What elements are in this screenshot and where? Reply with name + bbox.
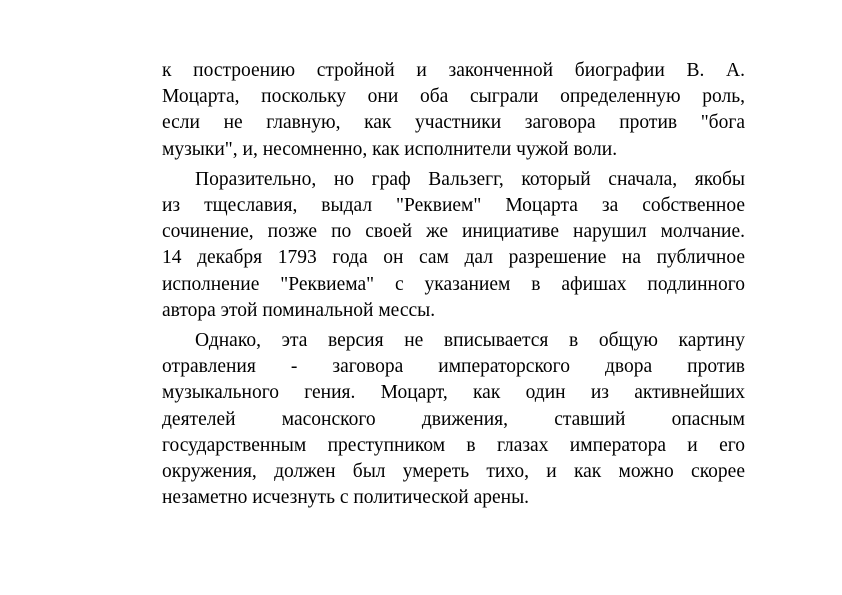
text-line: к построению стройной и законченной биографии В. А.: [162, 60, 745, 81]
paragraph-continuation: [162, 58, 745, 163]
text-line: Однако, эта версия не вписывается в общую картину: [195, 330, 745, 352]
text-line: окружения, должен был умереть тихо, и как можно скорее: [162, 461, 745, 483]
text-line: отравления - заговора императорского двора против: [162, 356, 745, 378]
body-text: [162, 58, 745, 515]
text-line: государственным преступником в глазах императора и его: [162, 434, 745, 456]
text-line: сочинение, позже по своей же инициативе нарушил молчание.: [162, 221, 745, 243]
text-line: исполнение "Реквиема" с указанием в афишах подлинного: [162, 273, 745, 295]
text-line: 14 декабря 1793 года он сам дал разрешение на публичное: [162, 247, 745, 269]
text-line: деятелей масонского движения, ставший опасным: [162, 408, 745, 430]
text-line: Моцарта, поскольку они оба сыграли определенную роль,: [162, 86, 745, 108]
text-line: музыкального гения. Моцарт, как один из активнейших: [162, 382, 745, 404]
paragraph-requiem-authorship: [162, 167, 745, 324]
text-line: из тщеславия, выдал "Реквием" Моцарта за собственное: [162, 195, 745, 217]
text-line: музыки", и, несомненно, как исполнители чужой воли.: [162, 138, 618, 160]
text-line: если не главную, как участники заговора против "бога: [162, 112, 745, 134]
paragraph-conspiracy-version: [162, 328, 745, 511]
text-line: Поразительно, но граф Вальзегг, который сначала, якобы: [195, 168, 745, 190]
text-line: автора этой поминальной мессы.: [162, 299, 436, 321]
text-line: незаметно исчезнуть с политической арены.: [162, 487, 530, 509]
